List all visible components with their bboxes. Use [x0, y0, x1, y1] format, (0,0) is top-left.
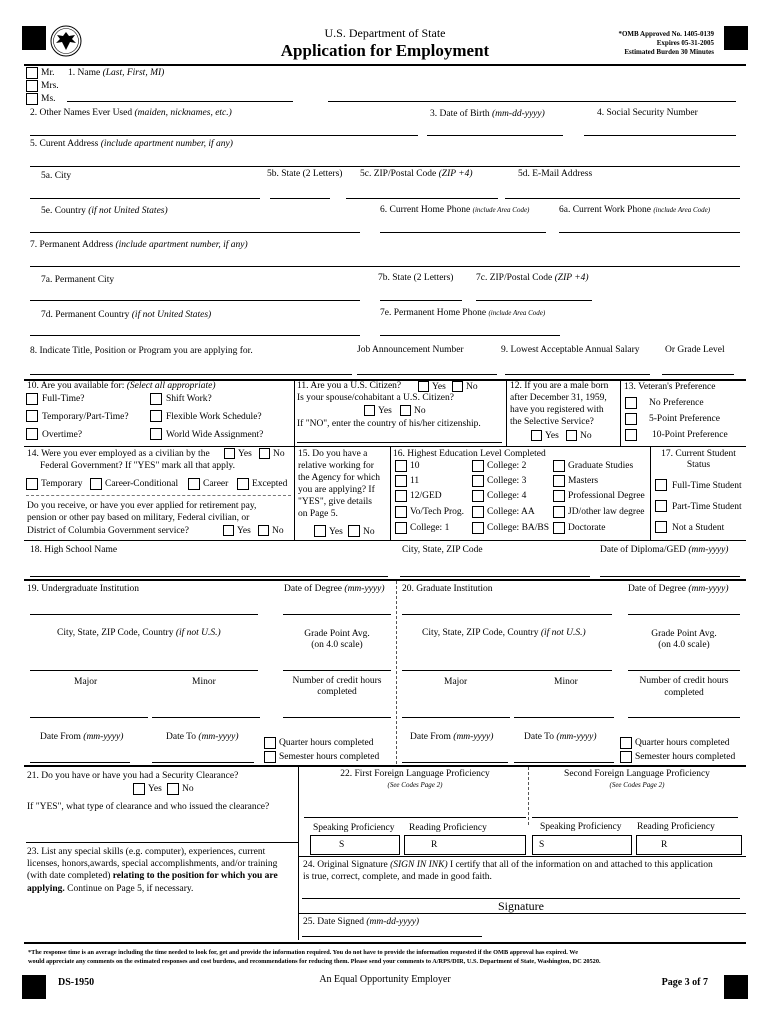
q12-line: have you registered with — [510, 405, 604, 415]
ms-checkbox[interactable] — [26, 93, 38, 105]
grad-gpa-sub: (on 4.0 scale) — [658, 640, 710, 650]
temporary-type-label: Temporary — [41, 479, 83, 489]
name-label: 1. Name (Last, First, MI) — [68, 68, 165, 78]
q15-line: "YES", give details — [298, 497, 372, 507]
grad-date-field[interactable] — [628, 614, 740, 615]
grad-label: 20. Graduate Institution — [402, 584, 493, 594]
mr-checkbox[interactable] — [26, 67, 38, 79]
no-preference-label: No Preference — [649, 398, 704, 408]
undergrad-date-field[interactable] — [283, 614, 391, 615]
selective-no-label: No — [580, 431, 592, 441]
burden-note: *The response time is an average including the time needed to look for, get and provide the information required. You do not have to provide the information requested if the OMB approval has expired. We — [28, 949, 578, 956]
q23-line: licenses, honors,awards, special accomplishments, and/or training — [27, 859, 278, 869]
fed-yes-checkbox[interactable] — [224, 448, 235, 459]
spouse-country-field[interactable] — [297, 442, 502, 443]
selective-no-checkbox[interactable] — [566, 430, 577, 441]
undergrad-from-field[interactable] — [30, 762, 130, 763]
full-time-student-checkbox[interactable] — [655, 479, 667, 491]
grad-date-label: Date of Degree (mm-yyyy) — [628, 584, 729, 594]
grad-to-field[interactable] — [514, 762, 614, 763]
undergrad-gpa-label: Grade Point Avg. — [304, 629, 370, 639]
grad-minor-field[interactable] — [514, 717, 614, 718]
announcement-field[interactable] — [357, 374, 497, 375]
undergrad-quarter-label: Quarter hours completed — [279, 738, 374, 748]
clearance-yes-checkbox[interactable] — [133, 783, 145, 795]
undergrad-institution-field[interactable] — [30, 614, 258, 615]
temporary-label: Temporary/Part-Time? — [42, 412, 129, 422]
grad-minor-label: Minor — [554, 677, 578, 687]
edu-option: Professional Degree — [568, 491, 645, 501]
q11-label: 11. Are you a U.S. Citizen? — [297, 381, 402, 391]
omb-burden: Estimated Burden 30 Minutes — [624, 48, 714, 56]
undergrad-city-field[interactable] — [30, 670, 258, 671]
grad-credits-field[interactable] — [628, 717, 740, 718]
clearance-detail-label: If "YES", what type of clearance and who issued the clearance? — [27, 802, 270, 812]
undergrad-credits-label: Number of credit hours — [292, 676, 382, 686]
state-field[interactable] — [270, 198, 330, 199]
perm-zip-label: 7c. ZIP/Postal Code (ZIP +4) — [476, 273, 589, 283]
city-field[interactable] — [30, 198, 260, 199]
high-school-label: 18. High School Name — [30, 545, 118, 555]
fed-yes-label: Yes — [238, 449, 252, 459]
other-names-label: 2. Other Names Ever Used (maiden, nicknames, etc.) — [30, 108, 232, 118]
edu-option: College: AA — [487, 507, 535, 517]
overtime-checkbox[interactable] — [26, 428, 38, 440]
q15-line: on Page 5. — [298, 509, 338, 519]
undergrad-minor-field[interactable] — [152, 717, 260, 718]
selective-yes-label: Yes — [545, 431, 559, 441]
registration-mark — [22, 975, 46, 999]
q15-line: the Agency for which — [298, 473, 381, 483]
edu-college2-checkbox[interactable] — [472, 460, 484, 472]
registration-mark — [22, 26, 46, 50]
s-code: S — [539, 840, 545, 850]
grad-quarter-label: Quarter hours completed — [635, 738, 730, 748]
edu-jd-checkbox[interactable] — [553, 506, 565, 518]
edu-option: 11 — [410, 476, 420, 486]
registration-mark — [724, 26, 748, 50]
diploma-date-field[interactable] — [600, 576, 740, 577]
worldwide-checkbox[interactable] — [150, 428, 162, 440]
grad-major-field[interactable] — [402, 717, 510, 718]
undergrad-city-label: City, State, ZIP Code, Country (if not U.S.) — [57, 628, 221, 638]
grad-semester-label: Semester hours completed — [635, 752, 736, 762]
part-time-student-checkbox[interactable] — [655, 500, 667, 512]
student-status-title: 17. Current Student — [661, 449, 736, 459]
grad-institution-field[interactable] — [402, 614, 612, 615]
relative-no-checkbox[interactable] — [348, 525, 360, 537]
edu-option: 12/GED — [410, 491, 442, 501]
q10-label: 10. Are you available for: (Select all appropriate) — [27, 381, 216, 391]
lang2-field[interactable] — [532, 817, 738, 818]
undergrad-gpa-field[interactable] — [283, 670, 391, 671]
veteran-pref-title: 13. Veteran's Preference — [624, 382, 716, 392]
q15-line: 15. Do you have a — [298, 449, 368, 459]
perm-country-field[interactable] — [30, 335, 360, 336]
q14-line: Federal Government? If "YES" mark all that apply. — [40, 461, 235, 471]
edu-option: Doctorate — [568, 523, 606, 533]
signature-caption: Signature — [498, 899, 544, 913]
edu-option: Graduate Studies — [568, 461, 634, 471]
q12-line: 12. If you are a male born — [510, 381, 609, 391]
permanent-address-label: 7. Permanent Address (include apartment number, if any) — [30, 240, 248, 250]
undergrad-date-label: Date of Degree (mm-yyyy) — [284, 584, 385, 594]
spouse-no-label: No — [414, 406, 426, 416]
q14-line: pension or other pay based on military, Federal civilian, or — [27, 513, 250, 523]
perm-city-field[interactable] — [30, 300, 360, 301]
edu-10-checkbox[interactable] — [395, 460, 407, 472]
ten-point-label: 10-Point Preference — [652, 430, 728, 440]
edu-option: College: 2 — [487, 461, 527, 471]
department-seal-icon — [50, 24, 82, 58]
q15-line: you are applying? If — [298, 485, 375, 495]
undergrad-major-label: Major — [74, 677, 98, 687]
salary-label: 9. Lowest Acceptable Annual Salary — [501, 345, 640, 355]
retirement-no-checkbox[interactable] — [258, 525, 269, 536]
page-title: Application for Employment — [280, 41, 490, 60]
lang2-speaking-field[interactable] — [532, 835, 632, 855]
edu-aa-checkbox[interactable] — [472, 506, 484, 518]
q12-line: after December 31, 1959, — [510, 393, 607, 403]
undergrad-credits-field[interactable] — [283, 717, 391, 718]
other-names-field[interactable] — [30, 135, 418, 136]
perm-state-label: 7b. State (2 Letters) — [378, 273, 454, 283]
career-label: Career — [203, 479, 229, 489]
lang2-reading-label: Reading Proficiency — [637, 822, 715, 832]
spouse-country-label: If "NO", enter the country of his/her citizenship. — [297, 419, 481, 429]
country-label: 5e. Country (if not United States) — [41, 206, 168, 216]
date-signed-label: 25. Date Signed (mm-dd-yyyy) — [303, 917, 420, 927]
citizen-yes-label: Yes — [432, 382, 446, 392]
work-phone-field[interactable] — [559, 232, 740, 233]
omb-number: *OMB Approved No. 1405-0139 — [618, 30, 714, 38]
career-conditional-label: Career-Conditional — [105, 479, 179, 489]
full-time-checkbox[interactable] — [26, 393, 38, 405]
grad-credits-label: Number of credit hours — [639, 676, 729, 686]
hs-city-label: City, State, ZIP Code — [402, 545, 483, 555]
q14-line: Do you receive, or have you ever applied for retirement pay, — [27, 501, 257, 511]
career-conditional-checkbox[interactable] — [90, 478, 102, 490]
full-time-label: Full-Time? — [42, 394, 85, 404]
perm-phone-label: 7e. Permanent Home Phone (include Area Code) — [380, 308, 546, 318]
grad-from-field[interactable] — [402, 762, 508, 763]
fed-no-label: No — [273, 449, 285, 459]
retirement-yes-label: Yes — [237, 526, 251, 536]
undergrad-semester-label: Semester hours completed — [279, 752, 380, 762]
edu-college1-checkbox[interactable] — [395, 522, 407, 534]
mrs-label: Mrs. — [41, 81, 59, 91]
spouse-yes-checkbox[interactable] — [364, 405, 375, 416]
edu-option: College: 4 — [487, 491, 527, 501]
excepted-label: Excepted — [252, 479, 288, 489]
undergrad-to-label: Date To (mm-yyyy) — [166, 732, 239, 742]
selective-yes-checkbox[interactable] — [531, 430, 542, 441]
grad-gpa-label: Grade Point Avg. — [651, 629, 717, 639]
lang2-codes: (See Codes Page 2) — [609, 781, 665, 789]
q14-line: District of Columbia Government service? — [27, 526, 189, 536]
email-label: 5d. E-Mail Address — [518, 169, 593, 179]
undergrad-label: 19. Undergraduate Institution — [27, 584, 139, 594]
perm-city-label: 7a. Permanent City — [41, 275, 115, 285]
relative-no-label: No — [363, 527, 375, 537]
q23-line: applying. Continue on Page 5, if necessary. — [27, 884, 194, 894]
undergrad-minor-label: Minor — [192, 677, 216, 687]
diploma-date-label: Date of Diploma/GED (mm-yyyy) — [600, 545, 729, 555]
lang2-title: Second Foreign Language Proficiency — [564, 769, 710, 779]
part-time-student-label: Part-Time Student — [672, 502, 742, 512]
perm-zip-field[interactable] — [476, 300, 592, 301]
edu-professional-checkbox[interactable] — [553, 490, 565, 502]
email-field[interactable] — [505, 198, 740, 199]
grade-field[interactable] — [662, 374, 734, 375]
lang1-field[interactable] — [304, 817, 526, 818]
grad-city-label: City, State, ZIP Code, Country (if not U.S.) — [422, 628, 586, 638]
date-signed-field[interactable] — [302, 936, 482, 937]
perm-phone-field[interactable] — [380, 335, 560, 336]
r-code: R — [661, 840, 668, 850]
not-student-label: Not a Student — [672, 523, 725, 533]
perm-country-label: 7d. Permanent Country (if not United States) — [41, 310, 212, 320]
clearance-yes-label: Yes — [148, 784, 162, 794]
home-phone-label: 6. Current Home Phone (include Area Code) — [380, 205, 530, 215]
q23-line: (with date completed) relating to the position for which you are — [27, 871, 278, 881]
undergrad-credits-sub: completed — [317, 687, 357, 697]
lang1-speaking-label: Speaking Proficiency — [313, 823, 395, 833]
q12-line: the Selective Service? — [510, 417, 594, 427]
lang1-title: 22. First Foreign Language Proficiency — [340, 769, 490, 779]
grad-city-field[interactable] — [402, 670, 612, 671]
position-title-field[interactable] — [30, 374, 352, 375]
lang1-speaking-field[interactable] — [310, 835, 400, 855]
lang2-reading-field[interactable] — [636, 835, 742, 855]
citizen-no-label: No — [466, 382, 478, 392]
edu-option: College: BA/BS — [487, 523, 550, 533]
not-student-checkbox[interactable] — [655, 521, 667, 533]
state-label: 5b. State (2 Letters) — [267, 169, 343, 179]
lang1-reading-field[interactable] — [404, 835, 526, 855]
dob-label: 3. Date of Birth (mm-dd-yyyy) — [430, 109, 545, 119]
omb-expires: Expires 05-31-2005 — [656, 39, 714, 47]
edu-votech-checkbox[interactable] — [395, 506, 407, 518]
five-point-label: 5-Point Preference — [649, 414, 720, 424]
undergrad-gpa-sub: (on 4.0 scale) — [311, 640, 363, 650]
salary-field[interactable] — [505, 374, 650, 375]
spouse-citizen-label: Is your spouse/cohabitant a U.S. Citizen? — [297, 393, 454, 403]
agency-name: U.S. Department of State — [324, 26, 446, 40]
signature-certification: is true, correct, complete, and made in good faith. — [303, 872, 492, 882]
lang1-codes: (See Codes Page 2) — [387, 781, 443, 789]
ssn-field[interactable] — [584, 135, 736, 136]
form-number: DS-1950 — [58, 977, 95, 988]
undergrad-major-field[interactable] — [30, 717, 148, 718]
ssn-label: 4. Social Security Number — [597, 108, 698, 118]
undergrad-semester-checkbox[interactable] — [264, 751, 276, 763]
city-label: 5a. City — [41, 171, 72, 181]
clearance-no-checkbox[interactable] — [167, 783, 179, 795]
country-field[interactable] — [30, 232, 360, 233]
edu-11-checkbox[interactable] — [395, 475, 407, 487]
eoe-statement: An Equal Opportunity Employer — [319, 974, 451, 985]
education-title: 16. Highest Education Level Completed — [393, 449, 546, 459]
name-field[interactable] — [67, 101, 293, 102]
home-phone-field[interactable] — [380, 232, 546, 233]
mr-label: Mr. — [41, 68, 55, 78]
dob-field[interactable] — [427, 135, 563, 136]
current-address-label: 5. Curent Address (include apartment number, if any) — [30, 139, 233, 149]
relative-yes-checkbox[interactable] — [314, 525, 326, 537]
clearance-detail-field[interactable] — [26, 842, 298, 843]
zip-label: 5c. ZIP/Postal Code (ZIP +4) — [360, 169, 473, 179]
edu-masters-checkbox[interactable] — [553, 475, 565, 487]
name-field-2[interactable] — [328, 101, 736, 102]
burden-note: would appreciate any comments on the estimated responses and cost burdens, and recommendations for reducing them. Please send your comments to A/RPS/DIR, U.S. Department of State, Washington, DC 20520. — [28, 958, 601, 965]
grade-label: Or Grade Level — [665, 345, 725, 355]
page-number: Page 3 of 7 — [661, 977, 708, 988]
s-code: S — [339, 840, 345, 850]
relative-yes-label: Yes — [329, 527, 343, 537]
edu-babs-checkbox[interactable] — [472, 522, 484, 534]
announcement-label: Job Announcement Number — [357, 345, 464, 355]
citizen-no-checkbox[interactable] — [452, 381, 463, 392]
grad-major-label: Major — [444, 677, 468, 687]
grad-quarter-checkbox[interactable] — [620, 737, 632, 749]
citizen-yes-checkbox[interactable] — [418, 381, 429, 392]
temporary-type-checkbox[interactable] — [26, 478, 38, 490]
edu-option: Vo/Tech Prog. — [410, 507, 465, 517]
r-code: R — [431, 840, 438, 850]
spouse-yes-label: Yes — [378, 406, 392, 416]
flexible-label: Flexible Work Schedule? — [166, 412, 262, 422]
edu-option: College: 3 — [487, 476, 527, 486]
no-preference-checkbox[interactable] — [625, 397, 637, 409]
shift-work-label: Shift Work? — [166, 394, 212, 404]
perm-state-field[interactable] — [380, 300, 462, 301]
edu-option: College: 1 — [410, 523, 450, 533]
work-phone-label: 6a. Current Work Phone (include Area Code) — [559, 205, 711, 215]
flexible-checkbox[interactable] — [150, 410, 162, 422]
undergrad-from-label: Date From (mm-yyyy) — [40, 732, 124, 742]
grad-gpa-field[interactable] — [628, 670, 740, 671]
edu-college3-checkbox[interactable] — [472, 475, 484, 487]
grad-semester-checkbox[interactable] — [620, 751, 632, 763]
edu-option: JD/other law degree — [568, 507, 645, 517]
full-time-student-label: Full-Time Student — [672, 481, 742, 491]
lang1-reading-label: Reading Proficiency — [409, 823, 487, 833]
clearance-label: 21. Do you have or have you had a Security Clearance? — [27, 771, 239, 781]
edu-option: 10 — [410, 461, 420, 471]
ms-label: Ms. — [41, 94, 56, 104]
registration-mark — [724, 975, 748, 999]
hs-city-field[interactable] — [400, 576, 590, 577]
edu-doctorate-checkbox[interactable] — [553, 522, 565, 534]
undergrad-quarter-checkbox[interactable] — [264, 737, 276, 749]
high-school-field[interactable] — [30, 576, 388, 577]
grad-to-label: Date To (mm-yyyy) — [524, 732, 597, 742]
q23-line: 23. List any special skills (e.g. computer), experiences, current — [27, 847, 266, 857]
spouse-no-checkbox[interactable] — [400, 405, 411, 416]
zip-field[interactable] — [346, 198, 498, 199]
worldwide-label: World Wide Assignment? — [166, 430, 264, 440]
grad-from-label: Date From (mm-yyyy) — [410, 732, 494, 742]
five-point-checkbox[interactable] — [625, 413, 637, 425]
retirement-no-label: No — [272, 526, 284, 536]
mrs-checkbox[interactable] — [26, 80, 38, 92]
career-checkbox[interactable] — [188, 478, 200, 490]
edu-college4-checkbox[interactable] — [472, 490, 484, 502]
ten-point-checkbox[interactable] — [625, 429, 637, 441]
lang2-speaking-label: Speaking Proficiency — [540, 822, 622, 832]
current-address-field[interactable] — [30, 166, 740, 167]
edu-grad-checkbox[interactable] — [553, 460, 565, 472]
permanent-address-field[interactable] — [30, 266, 740, 267]
retirement-yes-checkbox[interactable] — [223, 525, 234, 536]
overtime-label: Overtime? — [42, 430, 83, 440]
excepted-checkbox[interactable] — [237, 478, 249, 490]
shift-work-checkbox[interactable] — [150, 393, 162, 405]
clearance-no-label: No — [182, 784, 194, 794]
position-title-label: 8. Indicate Title, Position or Program you are applying for. — [30, 346, 253, 356]
student-status-title-2: Status — [686, 460, 711, 470]
q15-line: relative working for — [298, 461, 374, 471]
signature-label: 24. Original Signature (SIGN IN INK) I certify that all of the information on and attached to this application — [303, 860, 713, 870]
grad-credits-sub: completed — [664, 688, 704, 698]
temporary-checkbox[interactable] — [26, 410, 38, 422]
fed-no-checkbox[interactable] — [259, 448, 270, 459]
edu-option: Masters — [568, 476, 599, 486]
undergrad-to-field[interactable] — [152, 762, 254, 763]
q14-line: 14. Were you ever employed as a civilian by the — [27, 449, 210, 459]
edu-12-checkbox[interactable] — [395, 490, 407, 502]
